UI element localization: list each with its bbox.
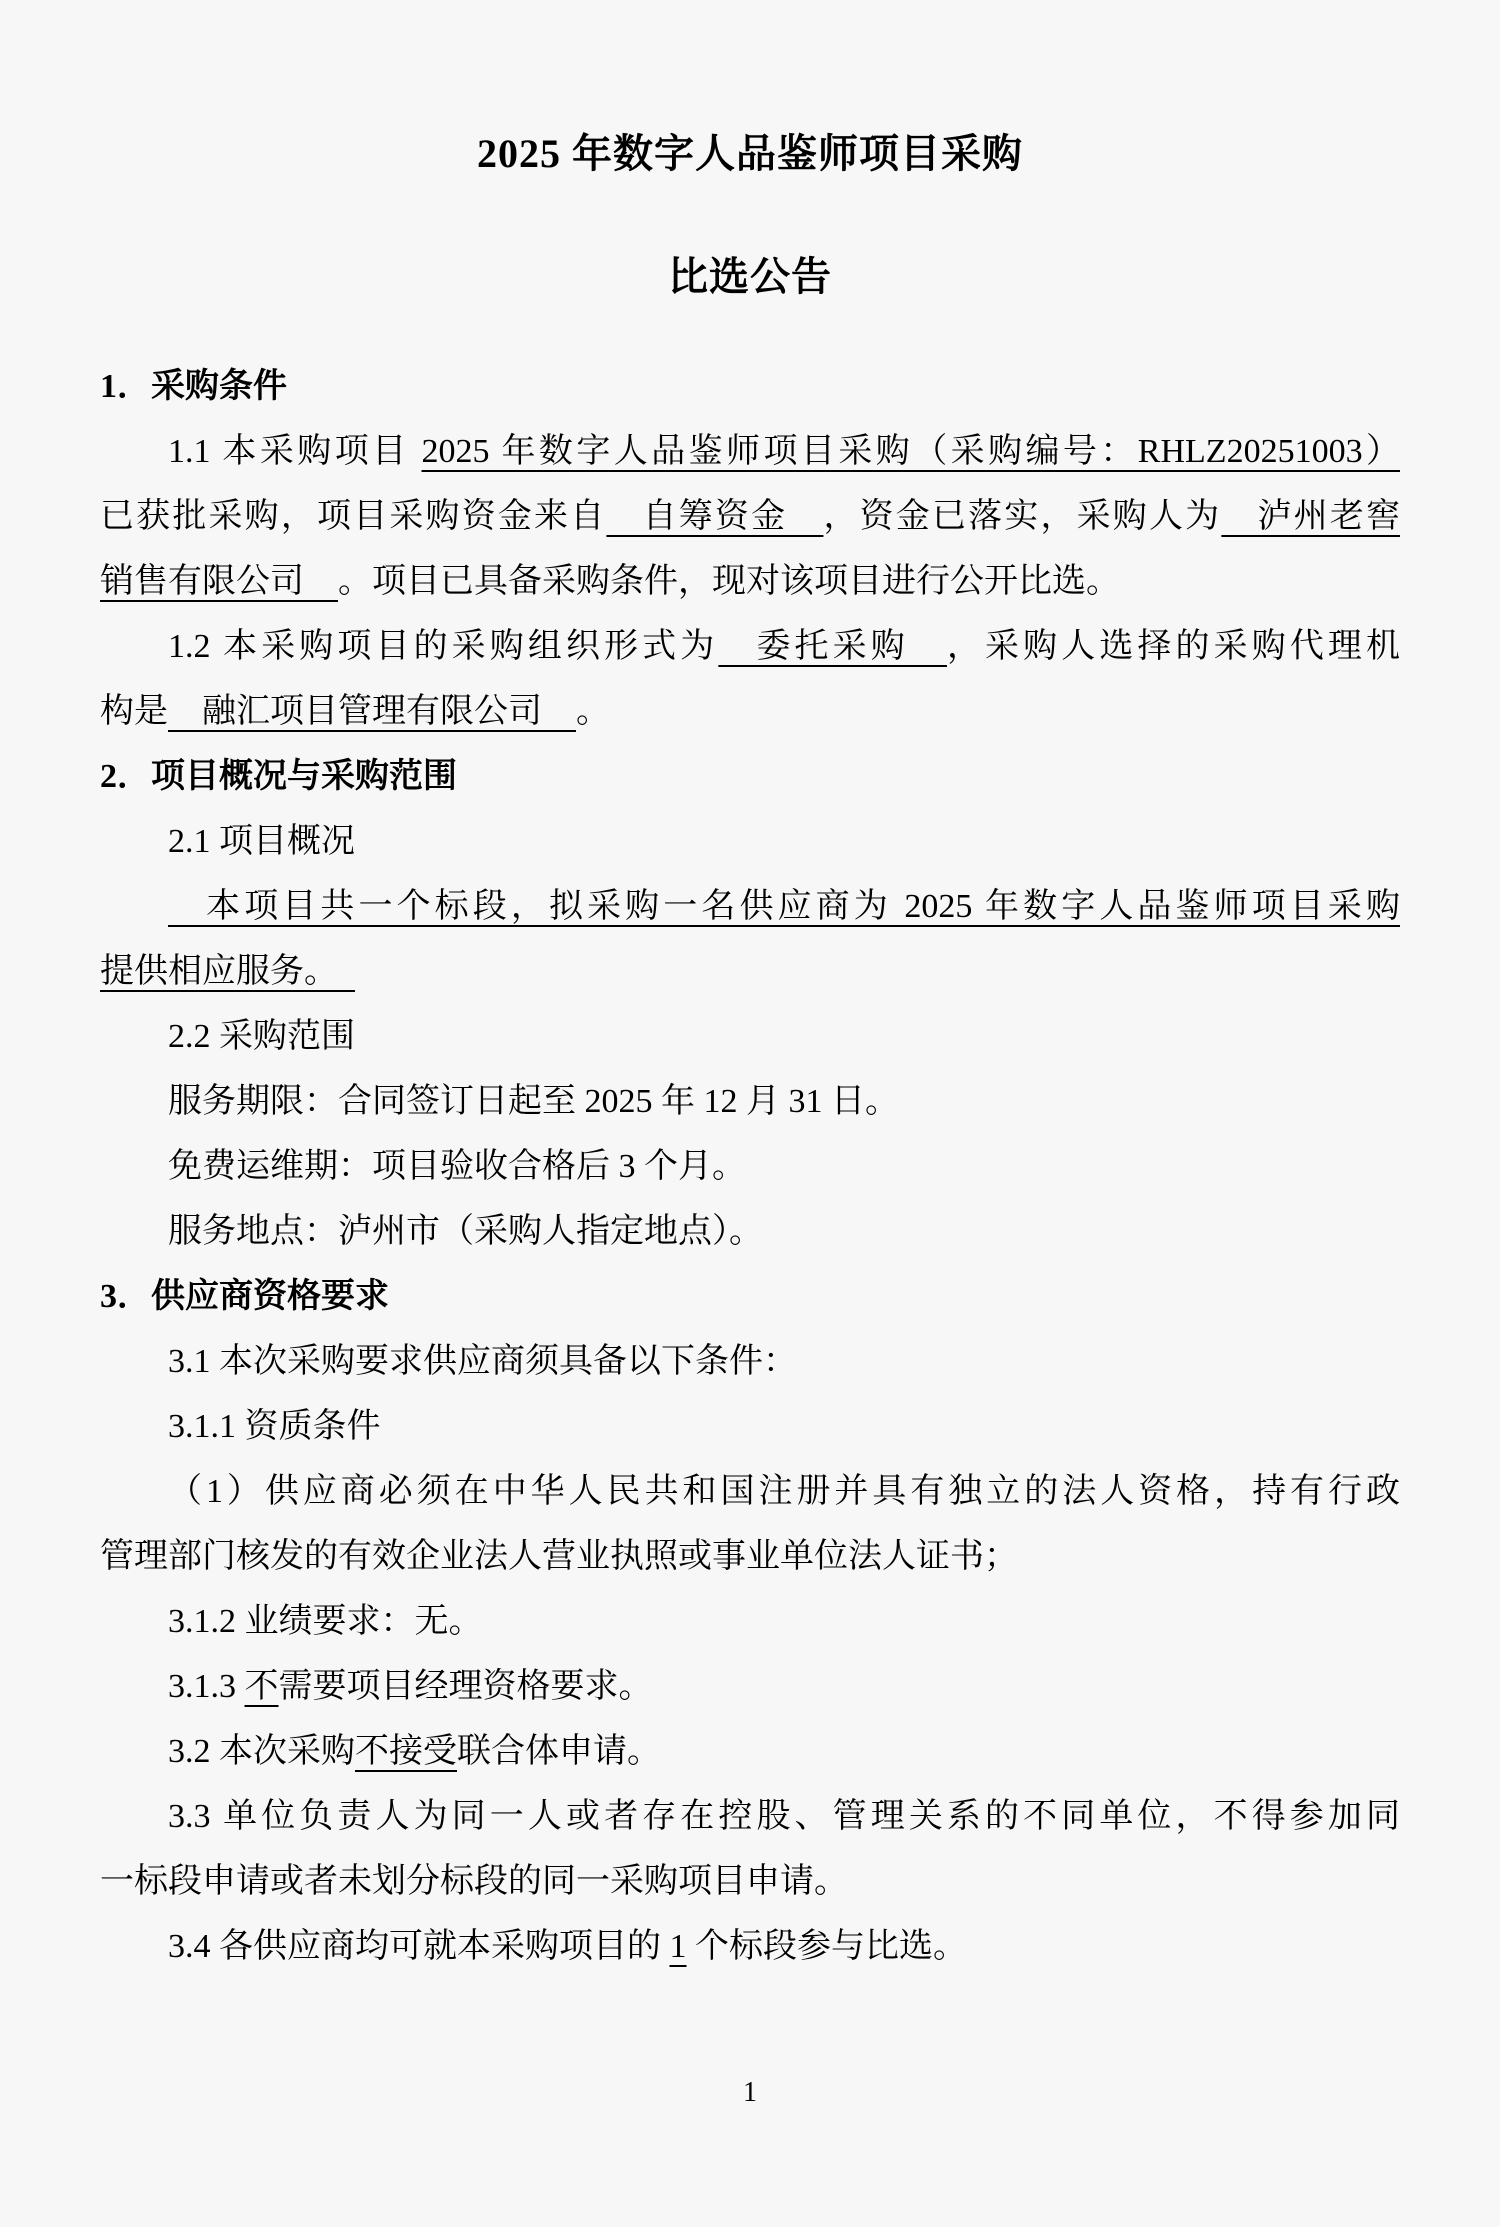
underlined-text: 2025 年数字人品鉴师项目采购（采购编号：RHLZ20251003）	[421, 433, 1400, 470]
doc-line	[100, 679, 1400, 744]
underlined-text: 泸州老窖	[1221, 498, 1401, 535]
text-segment: 3.2 本次采购	[168, 1733, 355, 1770]
underlined-text: 不	[244, 1668, 279, 1705]
document-body	[100, 354, 1400, 1979]
text-segment: 3.1.3	[168, 1668, 245, 1705]
underlined-text: 提供相应服务。	[100, 953, 355, 990]
section-heading: 2．项目概况与采购范围	[100, 758, 457, 795]
text-segment: 3.4 各供应商均可就本采购项目的	[168, 1928, 670, 1965]
doc-line	[100, 1134, 1400, 1199]
text-segment: 个标段参与比选。	[686, 1928, 967, 1965]
text-segment: 3.3 单位负责人为同一人或者存在控股、管理关系的不同单位，不得参加同	[168, 1798, 1400, 1835]
doc-line	[100, 874, 1400, 939]
text-segment: 2.2 采购范围	[168, 1018, 355, 1055]
text-segment: 服务地点：泸州市（采购人指定地点）。	[168, 1213, 763, 1250]
underlined-text: 1	[669, 1928, 687, 1965]
doc-line	[100, 809, 1400, 874]
text-segment: 构是	[100, 693, 168, 730]
underlined-text: 自筹资金	[606, 498, 824, 535]
text-segment: 1.1 本采购项目	[168, 433, 422, 470]
text-segment: 2.1 项目概况	[168, 823, 355, 860]
doc-line	[100, 1069, 1400, 1134]
doc-line	[100, 484, 1400, 549]
page-number: 1	[743, 2077, 757, 2108]
text-segment: 。项目已具备采购条件，现对该项目进行公开比选。	[338, 563, 1120, 600]
doc-line	[100, 1719, 1400, 1784]
doc-line	[100, 939, 1400, 1004]
doc-line	[100, 1849, 1400, 1914]
underlined-text: 融汇项目管理有限公司	[168, 693, 576, 730]
section-heading: 1．采购条件	[100, 368, 287, 405]
doc-line	[100, 1004, 1400, 1069]
text-segment: 3.1.1 资质条件	[168, 1408, 381, 1445]
text-segment: （1）供应商必须在中华人民共和国注册并具有独立的法人资格，持有行政	[168, 1473, 1400, 1510]
doc-line	[100, 1329, 1400, 1394]
text-segment: 管理部门核发的有效企业法人营业执照或事业单位法人证书；	[100, 1538, 1018, 1575]
doc-line	[100, 1199, 1400, 1264]
section-heading: 3．供应商资格要求	[100, 1278, 389, 1315]
text-segment: ，资金已落实，采购人为	[823, 498, 1222, 535]
text-segment: 需要项目经理资格要求。	[278, 1668, 653, 1705]
text-segment: 已获批采购，项目采购资金来自	[100, 498, 607, 535]
text-segment: 1.2 本采购项目的采购组织形式为	[168, 628, 719, 665]
doc-line	[100, 1524, 1400, 1589]
doc-line	[100, 1459, 1400, 1524]
text-segment: ，采购人选择的采购代理机	[946, 628, 1401, 665]
doc-line	[100, 1784, 1400, 1849]
underlined-text: 委托采购	[718, 628, 947, 665]
doc-line	[100, 614, 1400, 679]
underlined-text: 不接受	[355, 1733, 457, 1770]
text-segment: 。	[576, 693, 610, 730]
doc-line	[100, 1394, 1400, 1459]
doc-line	[100, 1914, 1400, 1979]
document-title: 2025 年数字人品鉴师项目采购	[477, 131, 1023, 176]
text-segment: 一标段申请或者未划分标段的同一采购项目申请。	[100, 1863, 848, 1900]
text-segment: 服务期限：合同签订日起至 2025 年 12 月 31 日。	[168, 1083, 899, 1120]
doc-line	[100, 419, 1400, 484]
text-segment: 3.1 本次采购要求供应商须具备以下条件：	[168, 1343, 797, 1380]
doc-line	[100, 1589, 1400, 1654]
doc-line	[100, 549, 1400, 614]
underlined-text: 本项目共一个标段，拟采购一名供应商为 2025 年数字人品鉴师项目采购	[168, 888, 1400, 925]
text-segment: 3.1.2 业绩要求：无。	[168, 1603, 483, 1640]
underlined-text: 销售有限公司	[100, 563, 338, 600]
document-subtitle: 比选公告	[668, 254, 832, 299]
doc-line	[100, 1654, 1400, 1719]
text-segment: 免费运维期：项目验收合格后 3 个月。	[168, 1148, 746, 1185]
text-segment: 联合体申请。	[457, 1733, 661, 1770]
